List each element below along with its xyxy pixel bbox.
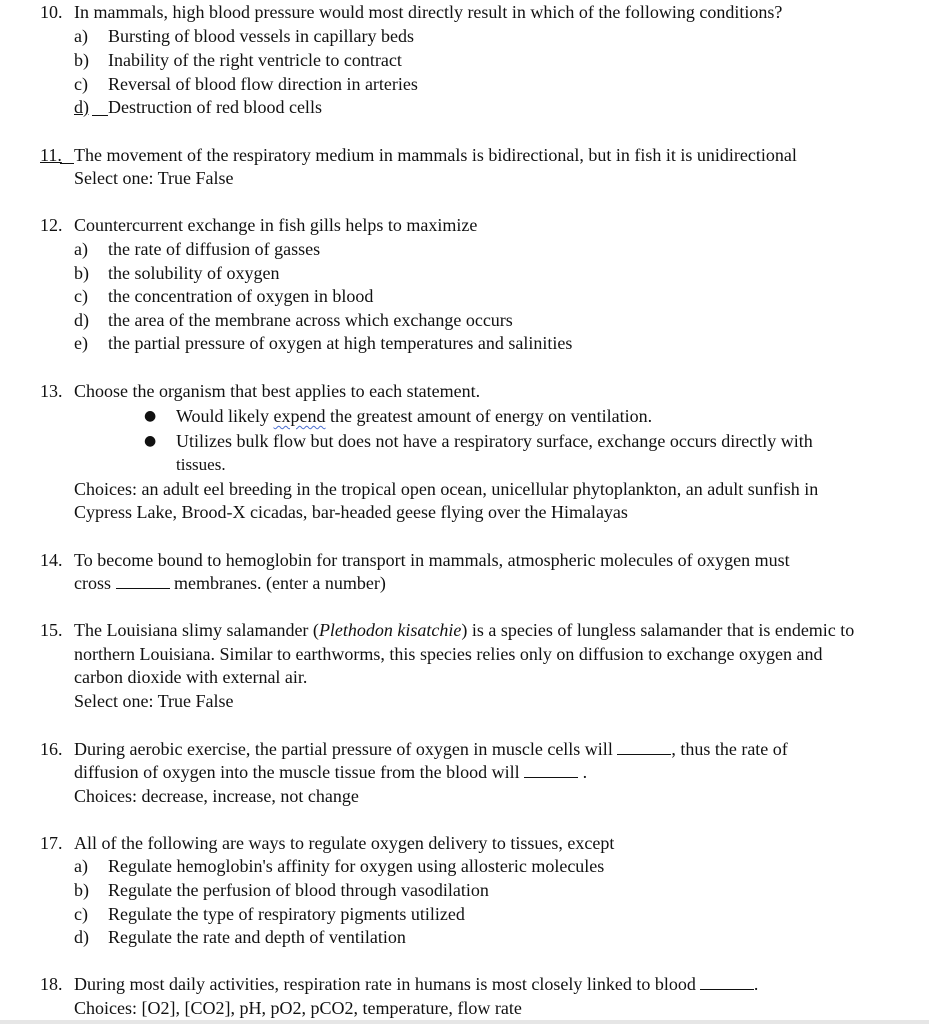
spellcheck-word: expend: [273, 406, 326, 426]
question-text: In mammals, high blood pressure would most directly result in which of the following conditions?: [74, 2, 783, 22]
page-bottom-edge: [0, 1020, 929, 1024]
question-number: 10.: [40, 2, 63, 22]
bullet-icon: ●: [144, 408, 157, 424]
question-number: 11.: [40, 145, 62, 165]
question-number: 17.: [40, 833, 63, 853]
choices-text: Choices: decrease, increase, not change: [74, 786, 359, 806]
question-number: 12.: [40, 215, 63, 235]
choices-text: Choices: [O2], [CO2], pH, pO2, pCO2, temperature, flow rate: [74, 998, 522, 1018]
answer-blank[interactable]: [116, 572, 170, 589]
question-text: The movement of the respiratory medium in mammals is bidirectional, but in fish it is unidirectional: [74, 145, 797, 165]
question-number: 15.: [40, 620, 63, 640]
question-text: Countercurrent exchange in fish gills helps to maximize: [74, 215, 478, 235]
question-text: The Louisiana slimy salamander (Plethodon kisatchie) is a species of lungless salamander that is endemic to: [74, 620, 855, 640]
bullet-icon: ●: [144, 433, 157, 449]
question-text: All of the following are ways to regulate oxygen delivery to tissues, except: [74, 833, 615, 853]
question-number: 14.: [40, 550, 63, 570]
question-text: Choose the organism that best applies to each statement.: [74, 381, 481, 401]
question-number: 18.: [40, 974, 63, 994]
choices-text: Choices: an adult eel breeding in the tropical open ocean, unicellular phytoplankton, an adult sunfish in: [74, 479, 819, 499]
question-number: 13.: [40, 381, 63, 401]
question-number: 16.: [40, 739, 63, 759]
question-text: To become bound to hemoglobin for transport in mammals, atmospheric molecules of oxygen must: [74, 550, 790, 570]
answer-blank-1[interactable]: [617, 738, 671, 755]
answer-blank-2[interactable]: [524, 761, 578, 778]
answer-blank[interactable]: [700, 973, 754, 990]
select-one-text: Select one: True False: [74, 691, 234, 711]
select-one-text: Select one: True False: [74, 168, 234, 188]
species-name: Plethodon kisatchie: [318, 620, 462, 640]
choices-text-cont: Cypress Lake, Brood-X cicadas, bar-headed geese flying over the Himalayas: [74, 502, 628, 522]
